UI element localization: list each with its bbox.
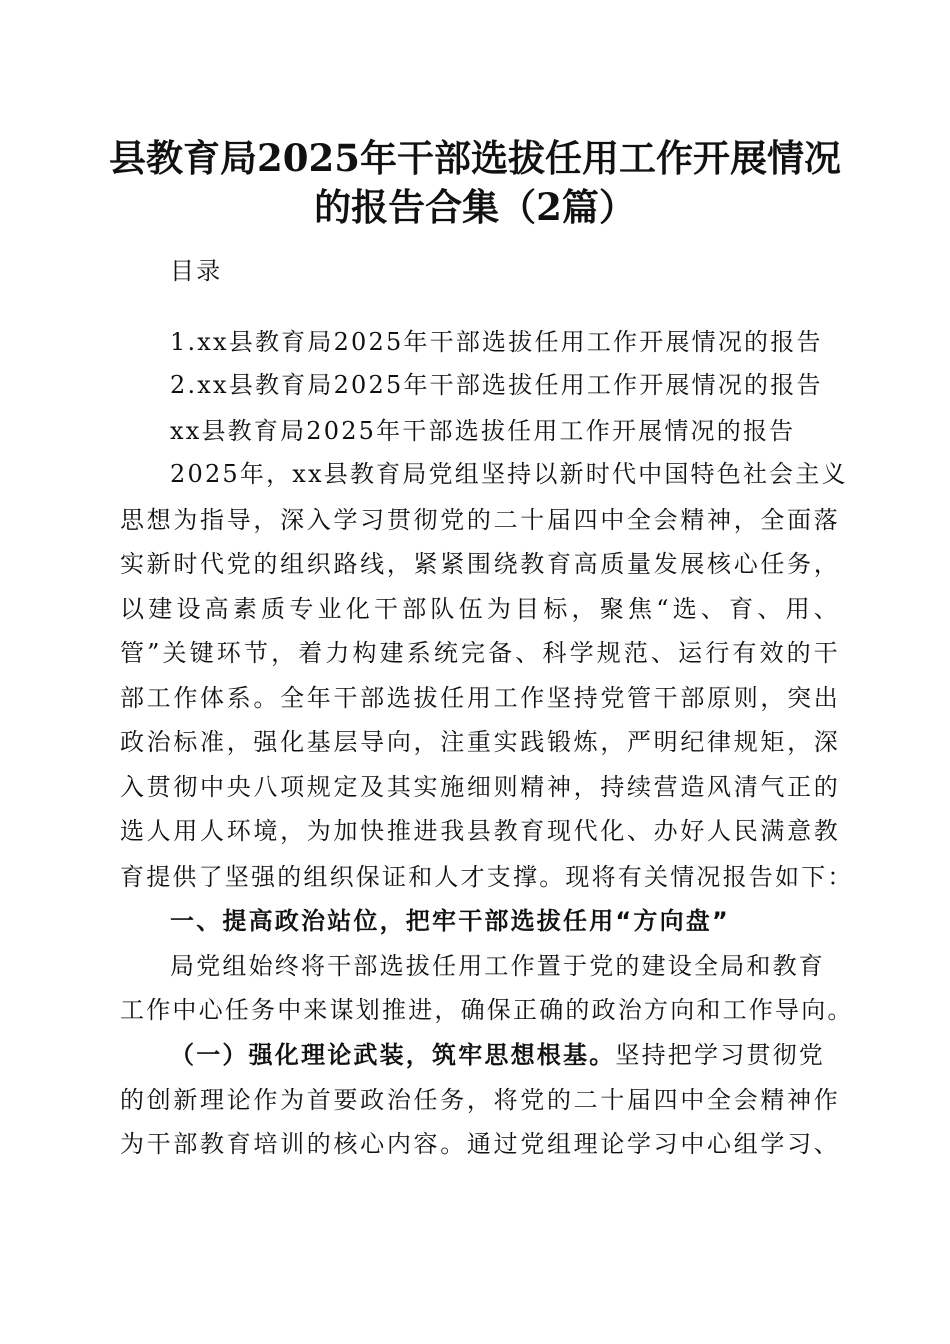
toc-item-2[interactable]: 2.xx县教育局2025年干部选拔任用工作开展情况的报告 <box>170 371 823 399</box>
intro-line: 政治标准，强化基层导向，注重实践锻炼，严明纪律规矩，深 <box>120 728 840 756</box>
intro-line: 部工作体系。全年干部选拔任用工作坚持党管干部原则，突出 <box>120 684 840 712</box>
intro-line: 2025年，xx县教育局党组坚持以新时代中国特色社会主义 <box>170 460 848 488</box>
intro-line: 实新时代党的组织路线，紧紧围绕教育高质量发展核心任务， <box>120 550 840 578</box>
intro-line: 选人用人环境，为加快推进我县教育现代化、办好人民满意教 <box>120 817 840 845</box>
section-1-heading: 一、提高政治站位，把牢干部选拔任用“方向盘” <box>170 907 730 935</box>
intro-line: 育提供了坚强的组织保证和人才支撑。现将有关情况报告如下： <box>120 863 854 891</box>
subsection-1-line: 为干部教育培训的核心内容。通过党组理论学习中心组学习、 <box>120 1130 840 1158</box>
intro-line: 思想为指导，深入学习贯彻党的二十届四中全会精神，全面落 <box>120 506 840 534</box>
intro-line: 入贯彻中央八项规定及其实施细则精神，持续营造风清气正的 <box>120 773 840 801</box>
toc-heading: 目录 <box>170 257 223 285</box>
subsection-1-text: 坚持把学习贯彻党 <box>615 1041 826 1069</box>
section-1-line: 工作中心任务中来谋划推进，确保正确的政治方向和工作导向。 <box>120 996 854 1024</box>
section-1-line: 局党组始终将干部选拔任用工作置于党的建设全局和教育 <box>170 952 825 980</box>
toc-item-1[interactable]: 1.xx县教育局2025年干部选拔任用工作开展情况的报告 <box>170 328 823 356</box>
subsection-1-heading: （一）强化理论武装，筑牢思想根基。 <box>170 1041 616 1069</box>
article-title: xx县教育局2025年干部选拔任用工作开展情况的报告 <box>170 417 796 445</box>
document-title-line-2: 的报告合集（2篇） <box>314 185 636 229</box>
subsection-1-first-line <box>170 1040 840 1070</box>
intro-line: 以建设高素质专业化干部队伍为目标，聚焦“选、育、用、 <box>120 595 840 623</box>
intro-line: 管”关键环节，着力构建系统完备、科学规范、运行有效的干 <box>120 639 840 667</box>
document-title-line-1: 县教育局2025年干部选拔任用工作开展情况 <box>109 136 841 180</box>
subsection-1-line: 的创新理论作为首要政治任务，将党的二十届四中全会精神作 <box>120 1086 840 1114</box>
